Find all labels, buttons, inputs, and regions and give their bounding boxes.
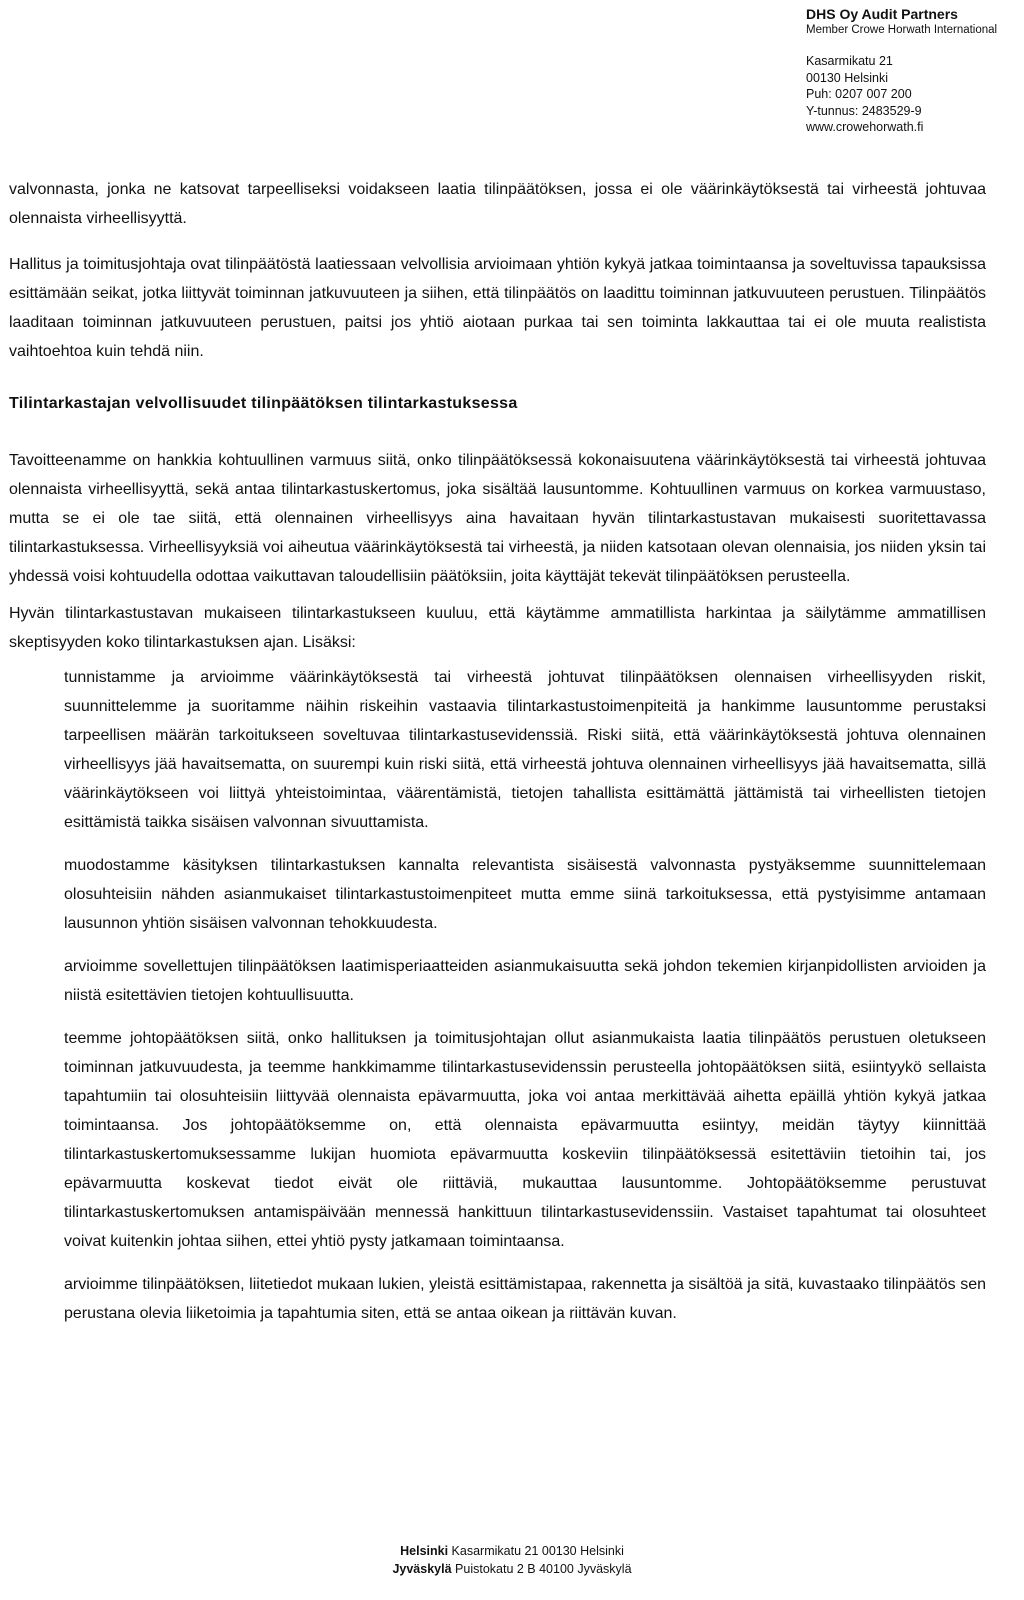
- address-street: Kasarmikatu 21: [806, 54, 893, 68]
- office-city: Jyväskylä: [392, 1562, 452, 1576]
- document-body: [9, 175, 986, 1342]
- gaas-intro-paragraph: Hyvän tilintarkastustavan mukaiseen tilintarkastukseen kuuluu, että käytämme ammatillista harkintaa ja säilytämme ammatillisen skeptisyyden koko tilintarkastuksen ajan. Lisäksi:: [9, 605, 986, 651]
- board-responsibility-paragraph: Hallitus ja toimitusjohtaja ovat tilinpäätöstä laatiessaan velvollisia arvioimaan yhtiön kykyä jatkaa toimintaansa ja soveltuvissa tapauksissa esittämään seikat, jotka liittyvät toiminnan jatkuvuuteen ja siihen, että tilinpäätös on laadittu toiminnan jatkuvuuteen perustuen. Tilinpäätös laaditaan toiminnan jatkuvuuteen perustuen, paitsi jos yhtiö aiotaan purkaa tai sen toiminta lakkauttaa tai ei ole muuta realistista vaihtoehtoa kuin tehdä niin.: [9, 256, 986, 360]
- continuation-paragraph: valvonnasta, jonka ne katsovat tarpeelliseksi voidakseen laatia tilinpäätöksen, jossa ei ole väärinkäytöksestä tai virheestä johtuvaa olennaista virheellisyyttä.: [9, 181, 986, 227]
- objective-paragraph: Tavoitteenamme on hankkia kohtuullinen varmuus siitä, onko tilinpäätöksessä kokonaisuutena väärinkäytöksestä tai virheestä johtuvaa olennaista virheellisyyttä, sekä antaa tilintarkastuskertomus, joka sisältää lausuntomme. Kohtuullinen varmuus on korkea varmuustaso, mutta se ei ole tae siitä, että olennainen virheellisyys aina havaitaan hyvän tilintarkastustavan mukaisesti suoritettavassa tilintarkastuksessa. Virheellisyyksiä voi aiheutua väärinkäytöksestä tai virheestä, ja niiden katsotaan olevan olennaisia, jos niiden yksin tai yhdessä voisi kohtuudella odottaa vaikuttavan taloudellisiin päätöksiin, joita käyttäjät tekevät tilinpäätöksen perusteella.: [9, 452, 986, 585]
- business-id: Y-tunnus: 2483529-9: [806, 103, 922, 118]
- office-city: Helsinki: [400, 1544, 449, 1558]
- company-name: DHS Oy Audit Partners: [806, 6, 958, 22]
- list-item: arvioimme tilinpäätöksen, liitetiedot mukaan lukien, yleistä esittämistapaa, rakennetta ja sisältöä ja sitä, kuvastaako tilinpäätös sen perustana olevia liiketoimia ja tapahtumia siten, että se antaa oikean ja riittävän kuvan.: [64, 1276, 986, 1322]
- list-item: tunnistamme ja arvioimme väärinkäytöksestä tai virheestä johtuvat tilinpäätöksen olennaisen virheellisyyden riskit, suunnittelemme ja suoritamme näihin riskeihin vastaavia tilintarkastustoimenpiteitä ja hankimme lausuntomme perustaksi tarpeellisen määrän tarkoitukseen soveltuvaa tilintarkastusevidenssiä. Riski siitä, että väärinkäytöksestä johtuva olennainen virheellisyys jää havaitsematta, on suurempi kuin riski siitä, että virheestä johtuva olennainen virheellisyys jää havaitsematta, sillä väärinkäytökseen voi liittyä yhteistoimintaa, väärentämistä, tietojen tahallista esittämättä jättämistä tai virheellisten tietojen esittämistä taikka sisäisen valvonnan sivuuttamista.: [64, 669, 986, 831]
- footer-office-helsinki: [0, 1542, 1024, 1560]
- office-address: Puistokatu 2 B 40100 Jyväskylä: [455, 1562, 632, 1576]
- network-membership: Member Crowe Horwath International: [806, 24, 998, 36]
- address-city: 00130 Helsinki: [806, 70, 888, 85]
- auditor-duties-list: [9, 663, 986, 1328]
- website-link[interactable]: www.crowehorwath.fi: [806, 120, 924, 134]
- phone-number: Puh: 0207 007 200: [806, 87, 912, 101]
- section-heading: Tilintarkastajan velvollisuudet tilinpäätöksen tilintarkastuksessa: [9, 395, 518, 412]
- list-item: teemme johtopäätöksen siitä, onko hallituksen ja toimitusjohtajan ollut asianmukaista laatia tilinpäätös perustuen oletukseen toiminnan jatkuvuudesta, ja teemme hankkimamme tilintarkastusevidenssin perusteella johtopäätöksen siitä, esiintyykö sellaista tapahtumiin tai olosuhteisiin liittyvää olennaista epävarmuutta, joka voi antaa merkittävää aihetta epäillä yhtiön kykyä jatkaa toimintaansa. Jos johtopäätöksemme on, että olennaista epävarmuutta esiintyy, meidän täytyy kiinnittää tilintarkastuskertomuksessamme lukijan huomiota epävarmuutta koskeviin tilinpäätöksessä esitettäviin tietoihin tai, jos epävarmuutta koskevat tiedot eivät ole riittäviä, mukauttaa lausuntomme. Johtopäätöksemme perustuvat tilintarkastuskertomuksen antamispäivään mennessä hankittuun tilintarkastusevidenssiin. Vastaiset tapahtumat tai olosuhteet voivat kuitenkin johtaa siihen, ettei yhtiö pysty jatkamaan toimintaansa.: [64, 1030, 986, 1250]
- list-item: arvioimme sovellettujen tilinpäätöksen laatimisperiaatteiden asianmukaisuutta sekä johdon tekemien kirjanpidollisten arvioiden ja niistä esitettävien tietojen kohtuullisuutta.: [64, 958, 986, 1004]
- footer-offices: [0, 1542, 1024, 1578]
- list-item: muodostamme käsityksen tilintarkastuksen kannalta relevantista sisäisestä valvonnasta pystyäksemme suunnittelemaan olosuhteisiin nähden asianmukaiset tilintarkastustoimenpiteet mutta emme siinä tarkoituksessa, että pystyisimme antamaan lausunnon yhtiön sisäisen valvonnan tehokkuudesta.: [64, 857, 986, 932]
- letterhead: [806, 6, 1021, 136]
- office-address: Kasarmikatu 21 00130 Helsinki: [451, 1544, 624, 1558]
- footer-office-jyvaskyla: [0, 1560, 1024, 1578]
